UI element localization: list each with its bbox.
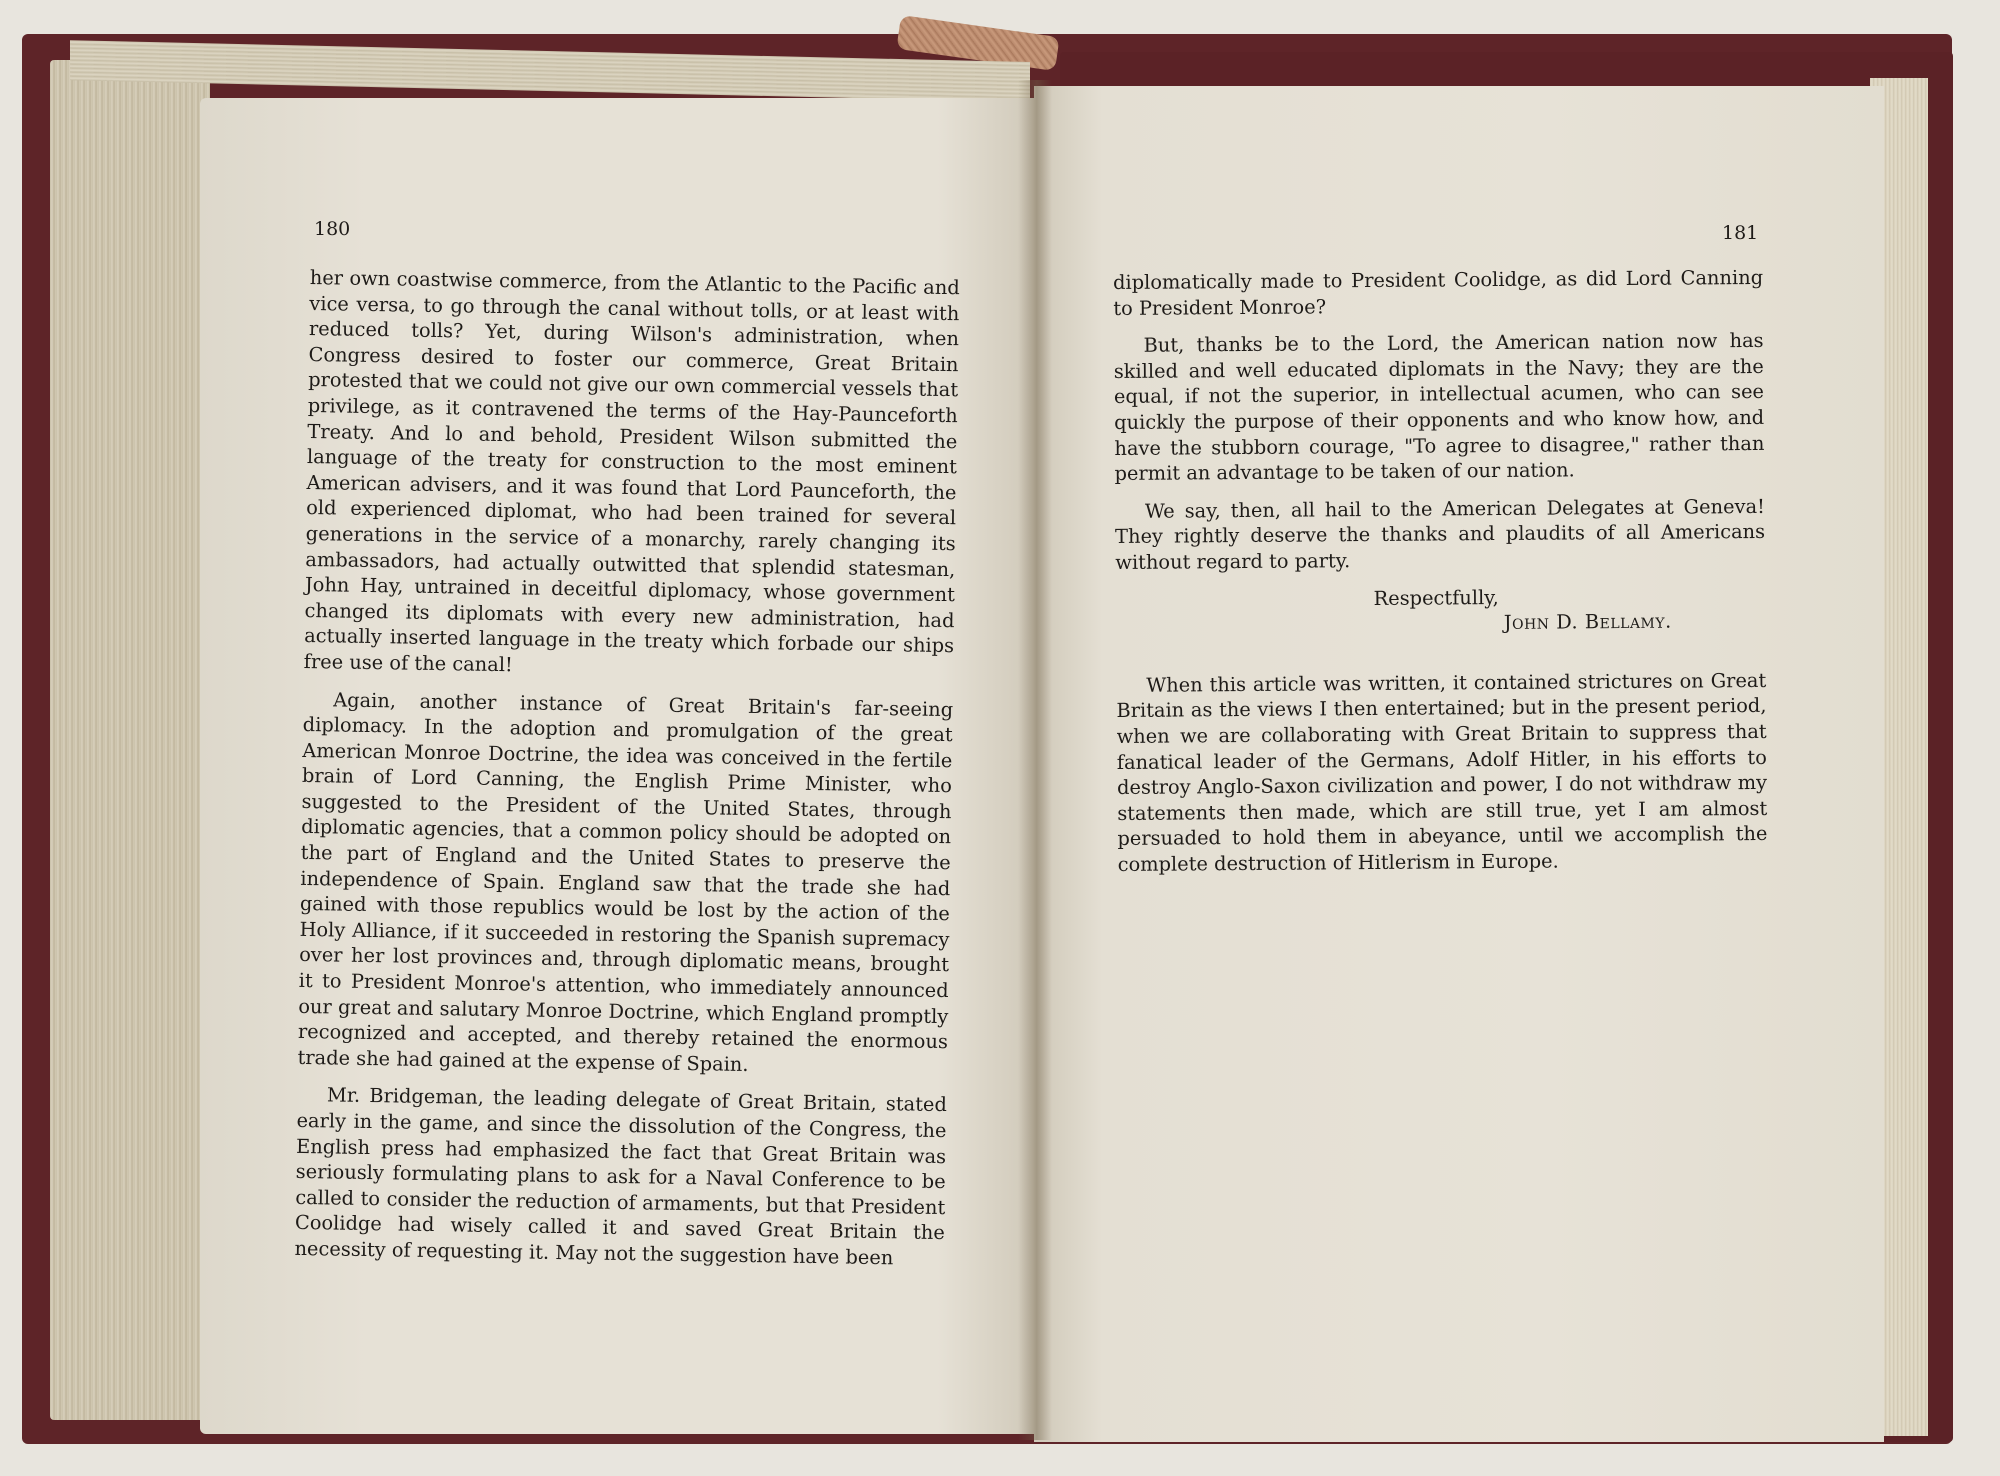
page-edges-left [50, 60, 210, 1420]
paragraph: Mr. Bridgeman, the leading delegate of Great Britain, stated early in the game, and since the dissolution of the Congress, the English press had emphasized the fact that Great Britain was seriously formulating plans to ask for a Naval Conference to be called to consider the reduction of armaments, but that President Coolidge had wisely called it and saved Great Britain the necessity of requesting it. May not the suggestion have been [294, 1083, 948, 1270]
paragraph: diplomatically made to President Coolidge, as did Lord Canning to President Monroe? [1113, 265, 1764, 320]
paragraph: her own coastwise commerce, from the Atlantic to the Pacific and vice versa, to go through the canal without tolls, or at least with reduced tolls? Yet, during Wilson's administration, when Congress desired to foster our commerce, Great Britain protested that we could not give our own commercial vessels that privilege, as it contravened the terms of the Hay-Paunceforth Treaty. And lo and behold, President Wilson submitted the language of the treaty for construction to the most eminent American advisers, and it was found that Lord Paunceforth, the old experienced diplomat, who had been trained for several generations in the service of a monarchy, rarely changing its ambassadors, had actually outwitted that splendid statesman, John Hay, untrained in deceitful diplomacy, whose government changed its diplomats with every new administration, had actually inserted language in the treaty which forbade our ships free use of the canal! [303, 265, 960, 677]
paragraph: We say, then, all hail to the American Delegates at Geneva! They rightly deserve the thanks and plaudits of all Americans without regard to party. [1115, 494, 1766, 574]
paragraph: But, thanks be to the Lord, the American nation now has skilled and well educated diplomats in the Navy; they are the equal, if not the superior, in intellectual acumen, who can see quickly the purpose of their opponents and who know how, and have the stubborn courage, "To agree to disagree," rather than permit an advantage to be taken of our nation. [1113, 329, 1765, 486]
page-number-left: 180 [314, 218, 351, 240]
paragraph: Again, another instance of Great Britain's far-seeing diplomacy. In the adoption and promulgation of the great American Monroe Doctrine, the idea was conceived in the fertile brain of Lord Canning, the English Prime Minister, who suggested to the President of the United States, through diplomatic agencies, that a common policy should be adopted on the part of England and the United States to preserve the independence of Spain. England saw that the trade she had gained with those republics would be lost by the action of the Holy Alliance, if it succeeded in restoring the Spanish supremacy over her lost provinces and, through diplomatic means, brought it to President Monroe's attention, who immediately announced our great and salutary Monroe Doctrine, which England promptly recognized and accepted, and thereby retained the enormous trade she had gained at the expense of Spain. [297, 687, 954, 1076]
right-page-text [1113, 265, 1768, 890]
letter-signature: John D. Bellamy. [1503, 609, 1672, 635]
book-gutter [1018, 80, 1052, 1440]
page-number-right: 181 [1722, 222, 1759, 244]
letter-closing: Respectfully, [1373, 585, 1499, 610]
left-page-text [294, 265, 960, 1284]
postscript: When this article was written, it contained strictures on Great Britain as the views I then entertained; but in the present period, when we are collaborating with Great Britain to suppress that fanatical leader of the Germans, Adolf Hitler, in his efforts to destroy Anglo-Saxon civilization and power, I do not withdraw my statements then made, which are still true, yet I am almost persuaded to hold them in abeyance, until we accomplish the complete destruction of Hitlerism in Europe. [1116, 668, 1768, 876]
